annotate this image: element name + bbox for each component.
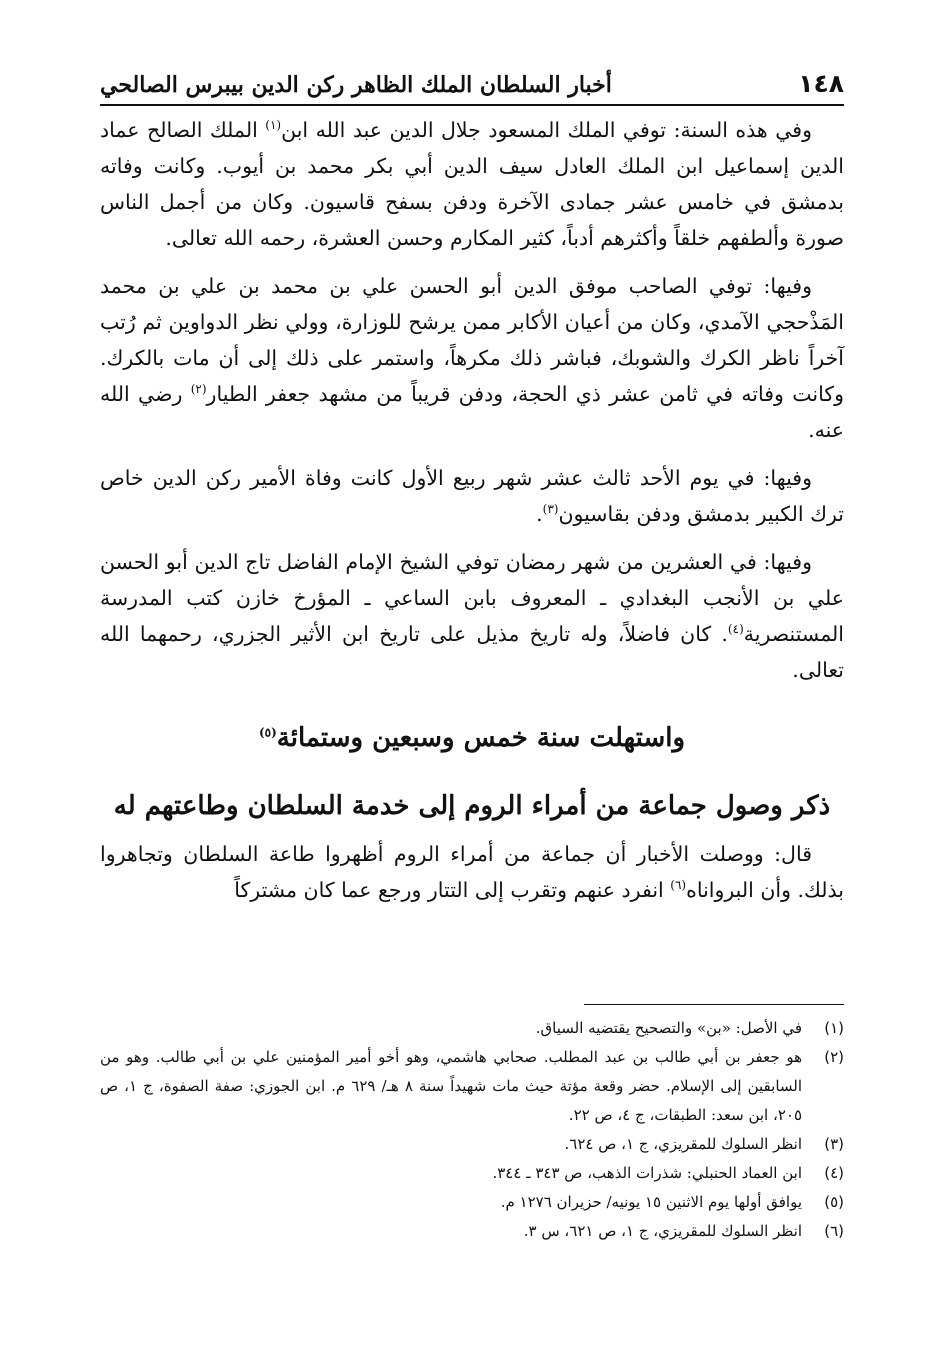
footnote-divider: [584, 1004, 844, 1005]
footnote-4: (٤) ابن العماد الحنبلي: شذرات الذهب، ص ٣٤٣ ـ ٣٤٤.: [492, 1164, 844, 1182]
page-number: ١٤٨: [798, 69, 844, 98]
paragraph-4: وفيها: في العشرين من شهر رمضان توفي الشيخ الإمام الفاضل تاج الدين أبو الحسن علي بن الأنجب البغدادي ـ المعروف بابن الساعي ـ المؤرخ خازن كتب المدرسة المستنصرية$^{(٤)}$. كان فاضلاً، وله تاريخ مذيل على تاريخ ابن الأثير الجزري، رحمهما الله تعالى.: [100, 550, 844, 682]
running-head: [100, 62, 844, 106]
paragraph-1: وفي هذه السنة: توفي الملك المسعود جلال الدين عبد الله ابن$^{(١)}$ الملك الصالح عماد الدين إسماعيل ابن الملك العادل سيف الدين أبي بكر محمد بن أيوب. وكانت وفاته بدمشق في خامس عشر جمادى الآخرة ودفن بسفح قاسيون. وكان من أجمل الناس صورة وألطفهم خلقاً وأكثرهم أدباً، كثير المكارم وحسن العشرة، رحمه الله تعالى.: [100, 118, 844, 250]
footnotes: [100, 1014, 844, 1246]
footnote-ref-1: (١): [265, 118, 282, 133]
footnote-2: (٢) هو جعفر بن أبي طالب بن عبد المطلب. صحابي هاشمي، وهو أخو أمير المؤمنين علي بن أبي طالب. وهو من السابقين إلى الإسلام. حضر وقعة مؤتة حيث مات شهيداً سنة ٨ هـ/ ٦٢٩ م. ابن الجوزي: صفة الصفوة، ج ١، ص ٢٠٥، ابن سعد: الطبقات، ج ٤، ص ٢٢.: [100, 1048, 844, 1124]
footnote-3: (٣) انظر السلوك للمقريزي، ج ١، ص ٦٢٤.: [564, 1135, 844, 1153]
footnote-ref-5: (٥): [258, 725, 277, 740]
book-title: أخبار السلطان الملك الظاهر ركن الدين بيبرس الصالحي: [100, 72, 612, 98]
paragraph-3: وفيها: في يوم الأحد ثالث عشر شهر ربيع الأول كانت وفاة الأمير ركن الدين خاص ترك الكبير بدمشق ودفن بقاسيون$^{(٣)}$.: [100, 466, 844, 526]
footnote-6: (٦) انظر السلوك للمقريزي، ج ١، ص ٦٢١، س ٣.: [523, 1222, 844, 1240]
footnote-ref-6: (٦): [670, 878, 687, 893]
year-heading: واستهلت سنة خمس وسبعين وستمائة$^{(٥)}$: [258, 723, 686, 753]
section-heading: ذكر وصول جماعة من أمراء الروم إلى خدمة السلطان وطاعتهم له: [113, 791, 831, 821]
footnote-ref-2: (٢): [190, 382, 207, 397]
main-text: [100, 112, 844, 920]
footnote-5: (٥) يوافق أولها يوم الاثنين ١٥ يونيه/ حزيران ١٢٧٦ م.: [500, 1193, 844, 1211]
paragraph-2: وفيها: توفي الصاحب موفق الدين أبو الحسن علي بن محمد بن علي بن محمد المَذْحجي الآمدي، وكان من أعيان الأكابر ممن يرشح للوزارة، وولي نظر الدواوين ثم رُتب آخراً ناظر الكرك والشوبك، فباشر ذلك مكرهاً، واستمر على ذلك إلى أن مات بالكرك. وكانت وفاته في ثامن عشر ذي الحجة، ودفن قريباً من مشهد جعفر الطيار$^{(٢)}$ رضي الله عنه.: [100, 274, 844, 442]
paragraph-5: قال: ووصلت الأخبار أن جماعة من أمراء الروم أظهروا طاعة السلطان وتجاهروا بذلك. وأن البرواناه$^{(٦)}$ انفرد عنهم وتقرب إلى التتار ورجع عما كان مشتركاً: [100, 842, 844, 902]
footnote-ref-3: (٣): [542, 502, 559, 517]
footnote-ref-4: (٤): [727, 622, 744, 637]
footnote-1: (١) في الأصل: «بن» والتصحيح يقتضيه السياق.: [535, 1019, 844, 1037]
